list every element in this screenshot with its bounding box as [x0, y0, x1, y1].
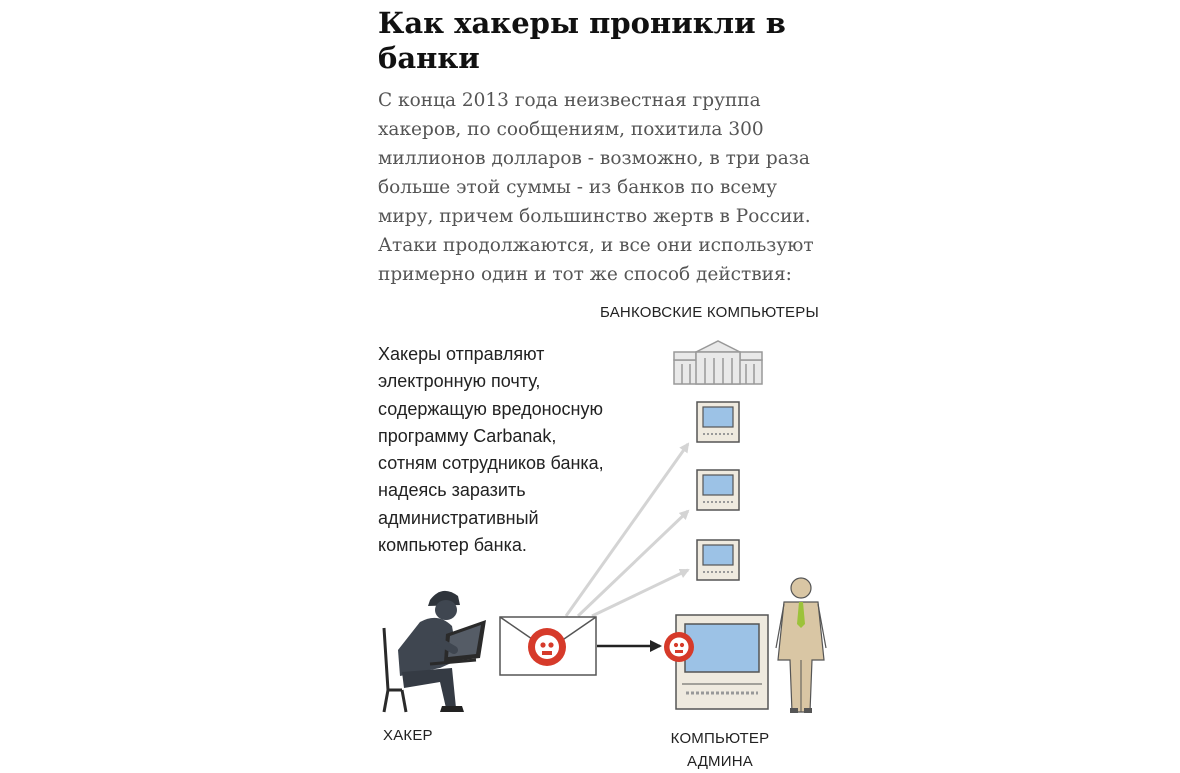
- description-line: программу Carbanak,: [378, 425, 557, 446]
- description-line: компьютер банка.: [378, 535, 527, 556]
- bank-building-icon: [674, 341, 762, 384]
- bank-computer-icon: [697, 470, 739, 510]
- hacker-label: ХАКЕР: [383, 727, 433, 744]
- bank-computer-icon: [697, 402, 739, 442]
- bank-computers-label: БАНКОВСКИЕ КОМПЬЮТЕРЫ: [600, 304, 819, 321]
- admin-person-icon: [776, 578, 826, 713]
- description-line: электронную почту,: [378, 371, 541, 392]
- attack-description: [378, 341, 638, 559]
- description-line: Хакеры отправляют: [378, 344, 545, 364]
- description-line: административный: [378, 507, 539, 528]
- bank-computer-icon: [697, 540, 739, 580]
- description-line: надеясь заразить: [378, 480, 526, 501]
- article-intro: С конца 2013 года неизвестная группа хакеров, по сообщениям, похитила 300 миллионов долларов - возможно, в три раза больше этой суммы - из банков по всему миру, причем большинство жертв в России. Атаки продолжаются, и все они используют примерно один и тот же способ действия:: [378, 90, 814, 285]
- malware-email-icon: [500, 617, 596, 675]
- arrow-to-computer-3: [592, 570, 688, 616]
- hacker-figure-icon: [384, 591, 486, 712]
- description-line: содержащую вредоносную: [378, 398, 603, 419]
- admin-label-line: АДМИНА: [687, 753, 753, 770]
- article-title: Как хакеры проникли в банки: [378, 6, 786, 75]
- admin-computer-label: [640, 727, 800, 773]
- infection-skull-icon: [664, 632, 694, 662]
- description-line: сотням сотрудников банка,: [378, 453, 604, 474]
- admin-computer-icon: [676, 615, 768, 709]
- admin-label-line: КОМПЬЮТЕР: [670, 730, 770, 747]
